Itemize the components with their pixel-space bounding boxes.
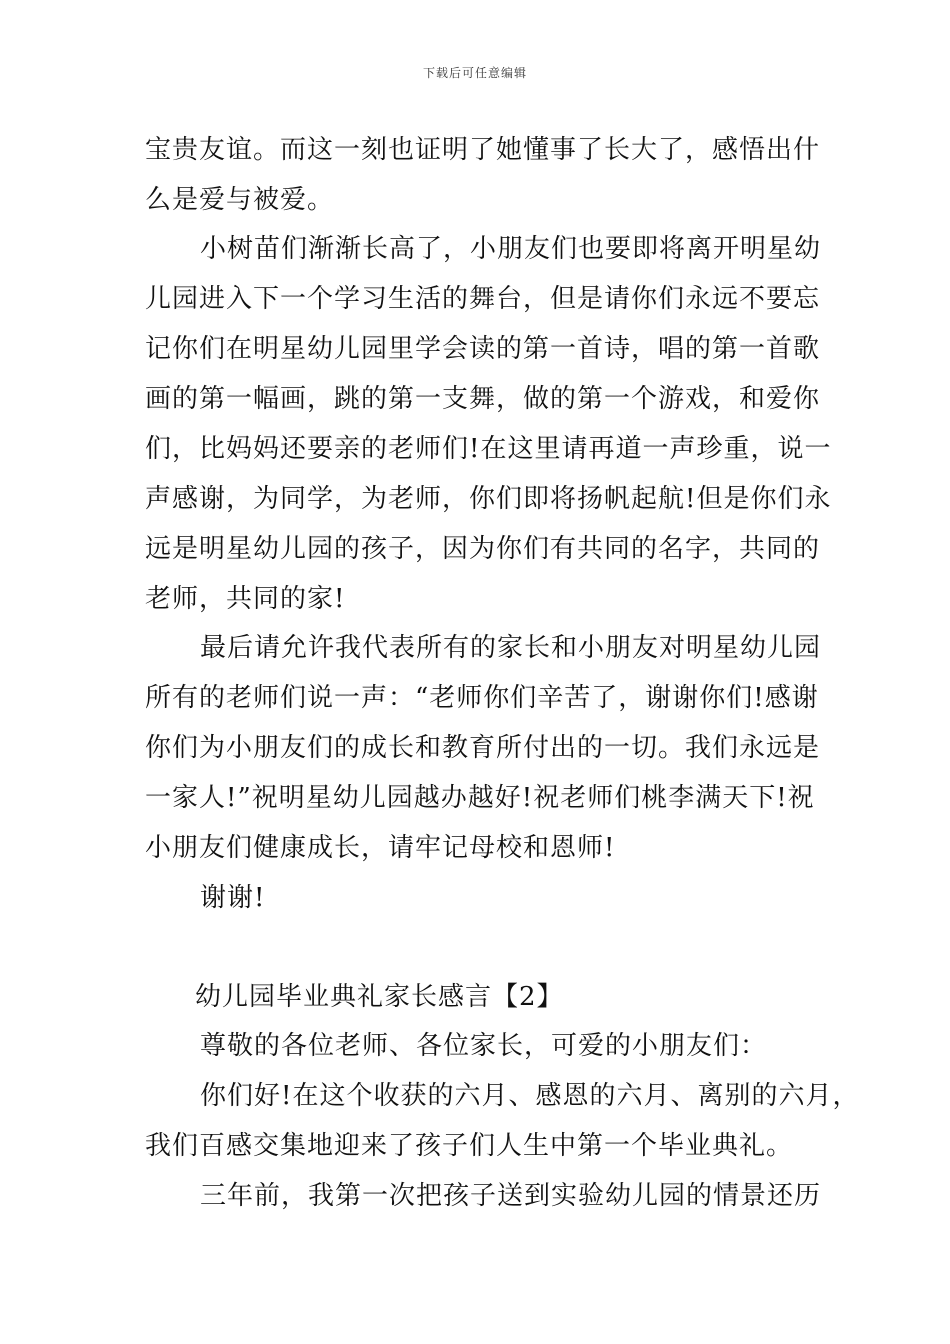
paragraph-line: 声感谢，为同学，为老师，你们即将扬帆起航!但是你们永 xyxy=(145,484,832,514)
paragraph-line: 一家人!”祝明星幼儿园越办越好!祝老师们桃李满天下!祝 xyxy=(145,783,815,813)
salutation-line: 尊敬的各位老师、各位家长，可爱的小朋友们： xyxy=(200,1031,768,1061)
paragraph-line: 记你们在明星幼儿园里学会读的第一首诗，唱的第一首歌 xyxy=(145,334,821,364)
paragraph-line: 我们百感交集地迎来了孩子们人生中第一个毕业典礼。 xyxy=(145,1131,794,1161)
paragraph-line: 老师，共同的家! xyxy=(145,584,346,614)
paragraph-line: 小树苗们渐渐长高了，小朋友们也要即将离开明星幼 xyxy=(200,234,822,264)
paragraph-line: 画的第一幅画，跳的第一支舞，做的第一个游戏，和爱你 xyxy=(145,384,821,414)
section-title: 幼儿园毕业典礼家长感言【2】 xyxy=(195,982,564,1012)
paragraph-line: 们，比妈妈还要亲的老师们!在这里请再道一声珍重，说一 xyxy=(145,434,832,464)
paragraph-line: 远是明星幼儿园的孩子，因为你们有共同的名字，共同的 xyxy=(145,534,821,564)
paragraph-line: 儿园进入下一个学习生活的舞台，但是请你们永远不要忘 xyxy=(145,284,821,314)
header-note: 下载后可任意编辑 xyxy=(422,66,527,80)
paragraph-line: 宝贵友谊。而这一刻也证明了她懂事了长大了，感悟出什 xyxy=(145,135,821,165)
paragraph-line: 么是爱与被爱。 xyxy=(145,185,335,215)
closing-line: 谢谢! xyxy=(200,883,266,913)
paragraph-line: 所有的老师们说一声：“老师你们辛苦了，谢谢你们!感谢 xyxy=(145,683,819,713)
paragraph-line: 小朋友们健康成长，请牢记母校和恩师! xyxy=(145,833,616,863)
paragraph-line: 三年前，我第一次把孩子送到实验幼儿园的情景还历 xyxy=(200,1181,822,1211)
paragraph-line: 最后请允许我代表所有的家长和小朋友对明星幼儿园 xyxy=(200,633,822,663)
paragraph-line: 你们好!在这个收获的六月、感恩的六月、离别的六月， xyxy=(200,1081,860,1111)
paragraph-line: 你们为小朋友们的成长和教育所付出的一切。我们永远是 xyxy=(145,733,821,763)
